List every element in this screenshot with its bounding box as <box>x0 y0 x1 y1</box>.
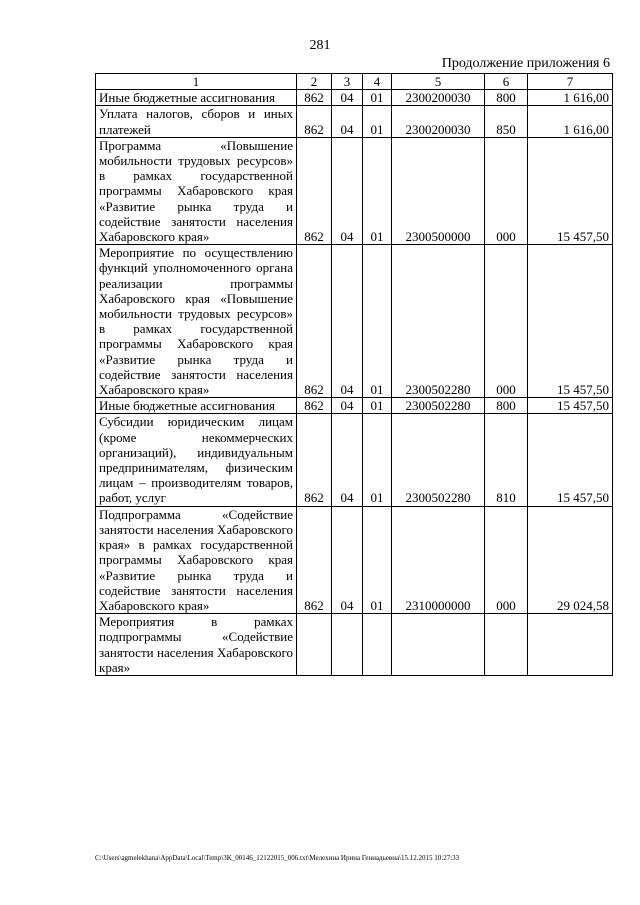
cell-section: 04 <box>332 137 363 244</box>
header-cell: 3 <box>332 74 363 90</box>
row-name: Мероприятия в рамках подпрограммы «Содействие занятости населения Хабаровского края» <box>96 614 297 676</box>
cell-sum: 15 457,50 <box>528 398 613 414</box>
header-cell: 5 <box>392 74 485 90</box>
cell-type <box>485 614 528 676</box>
cell-target: 2310000000 <box>392 506 485 613</box>
cell-target: 2300200030 <box>392 90 485 106</box>
cell-sum: 15 457,50 <box>528 245 613 398</box>
header-cell: 2 <box>297 74 332 90</box>
cell-sum: 1 616,00 <box>528 106 613 137</box>
cell-type: 000 <box>485 245 528 398</box>
table-row <box>96 90 613 106</box>
row-name: Иные бюджетные ассигнования <box>96 90 297 106</box>
cell-subsection: 01 <box>363 245 392 398</box>
budget-table <box>95 73 613 676</box>
cell-subsection: 01 <box>363 90 392 106</box>
cell-ministry: 862 <box>297 245 332 398</box>
cell-ministry: 862 <box>297 414 332 506</box>
header-cell: 6 <box>485 74 528 90</box>
cell-type: 800 <box>485 398 528 414</box>
cell-type: 800 <box>485 90 528 106</box>
row-name: Программа «Повышение мобильности трудовых ресурсов» в рамках государственной программы Хабаровского края «Развитие рынка труда и содействие занятости населения Хабаровского края» <box>96 137 297 244</box>
cell-sum: 15 457,50 <box>528 137 613 244</box>
cell-sum: 1 616,00 <box>528 90 613 106</box>
cell-section: 04 <box>332 398 363 414</box>
header-cell: 7 <box>528 74 613 90</box>
cell-target: 2300500000 <box>392 137 485 244</box>
cell-subsection: 01 <box>363 414 392 506</box>
cell-target: 2300502280 <box>392 245 485 398</box>
cell-target: 2300502280 <box>392 398 485 414</box>
table-row <box>96 614 613 676</box>
table-header-row <box>96 74 613 90</box>
cell-type: 000 <box>485 137 528 244</box>
table-row <box>96 245 613 398</box>
cell-target: 2300502280 <box>392 414 485 506</box>
header-cell: 4 <box>363 74 392 90</box>
cell-ministry: 862 <box>297 106 332 137</box>
cell-subsection <box>363 614 392 676</box>
cell-section: 04 <box>332 90 363 106</box>
row-name: Мероприятие по осуществлению функций уполномоченного органа реализации программы Хабаровского края «Повышение мобильности трудовых ресурсов» в рамках государственной программы Хабаровского края «Развитие рынка труда и содействие занятости населения Хабаровского края» <box>96 245 297 398</box>
cell-target: 2300200030 <box>392 106 485 137</box>
cell-subsection: 01 <box>363 506 392 613</box>
table-row <box>96 137 613 244</box>
row-name: Уплата налогов, сборов и иных платежей <box>96 106 297 137</box>
table-row <box>96 398 613 414</box>
cell-ministry <box>297 614 332 676</box>
header-cell: 1 <box>96 74 297 90</box>
row-name: Подпрограмма «Содействие занятости населения Хабаровского края» в рамках государственной программы Хабаровского края «Развитие рынка труда и содействие занятости населения Хабаровского края» <box>96 506 297 613</box>
cell-section: 04 <box>332 506 363 613</box>
page-number: 281 <box>309 38 331 53</box>
cell-subsection: 01 <box>363 106 392 137</box>
cell-type: 000 <box>485 506 528 613</box>
cell-subsection: 01 <box>363 137 392 244</box>
row-name: Иные бюджетные ассигнования <box>96 398 297 414</box>
cell-type: 810 <box>485 414 528 506</box>
continuation-label: Продолжение приложения 6 <box>441 56 610 71</box>
cell-ministry: 862 <box>297 137 332 244</box>
table-row <box>96 106 613 137</box>
cell-section: 04 <box>332 106 363 137</box>
cell-section <box>332 614 363 676</box>
row-name: Субсидии юридическим лицам (кроме некоммерческих организаций), индивидуальным предпринимателям, физическим лицам – производителям товаров, работ, услуг <box>96 414 297 506</box>
cell-ministry: 862 <box>297 90 332 106</box>
cell-section: 04 <box>332 245 363 398</box>
cell-sum <box>528 614 613 676</box>
table-row <box>96 506 613 613</box>
file-path-footer: C:\Users\agmelekhana\AppData\Local\Temp\3K_00146_12122015_006.txt\Мелехина Ирина Геннадьевна\15.12.2015 10:27:33 <box>95 854 460 862</box>
cell-ministry: 862 <box>297 506 332 613</box>
table-row <box>96 414 613 506</box>
cell-type: 850 <box>485 106 528 137</box>
cell-section: 04 <box>332 414 363 506</box>
cell-sum: 15 457,50 <box>528 414 613 506</box>
cell-sum: 29 024,58 <box>528 506 613 613</box>
cell-target <box>392 614 485 676</box>
cell-subsection: 01 <box>363 398 392 414</box>
cell-ministry: 862 <box>297 398 332 414</box>
